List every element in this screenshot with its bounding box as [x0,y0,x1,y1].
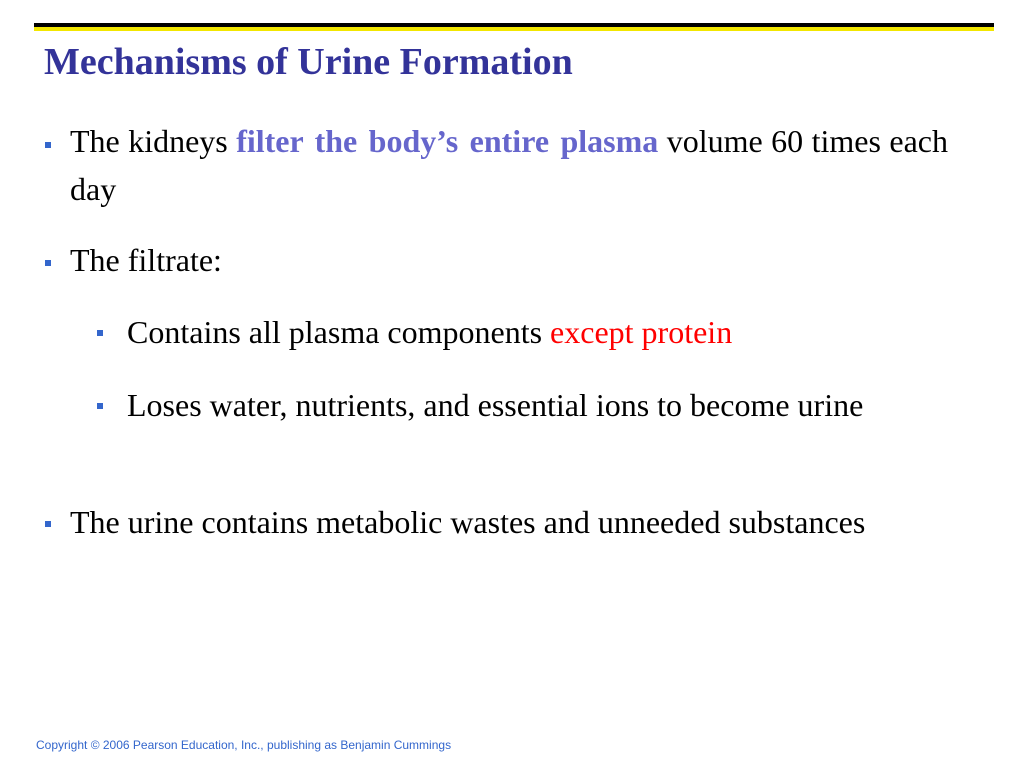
sub-bullet-marker-icon [97,330,103,336]
sub-bullet-item [127,381,948,429]
sub-bullet-marker-icon [97,403,103,409]
bullet-item [70,498,948,546]
copyright-footer: Copyright © 2006 Pearson Education, Inc., publishing as Benjamin Cummings [36,738,452,752]
sub-bullet-item [127,308,948,356]
bullet-highlight-text: filter the body’s entire plasma [236,123,659,159]
bullet-text: Contains all plasma components [127,314,551,350]
title-rule-accent [34,27,994,31]
bullet-text: Loses water, nutrients, and essential ions to become urine [127,387,864,423]
bullet-text: The urine contains metabolic wastes and unneeded substances [70,504,866,540]
bullet-text: volume 60 times each day [70,123,949,207]
bullet-text: The kidneys [70,123,237,159]
bullet-item [70,117,948,213]
bullet-marker-icon [45,260,51,266]
bullet-item [70,236,948,284]
slide-title: Mechanisms of Urine Formation [44,41,573,83]
bullet-marker-icon [45,521,51,527]
bullet-highlight-text: except protein [550,314,733,350]
bullet-marker-icon [45,142,51,148]
bullet-text: The filtrate: [70,242,222,278]
